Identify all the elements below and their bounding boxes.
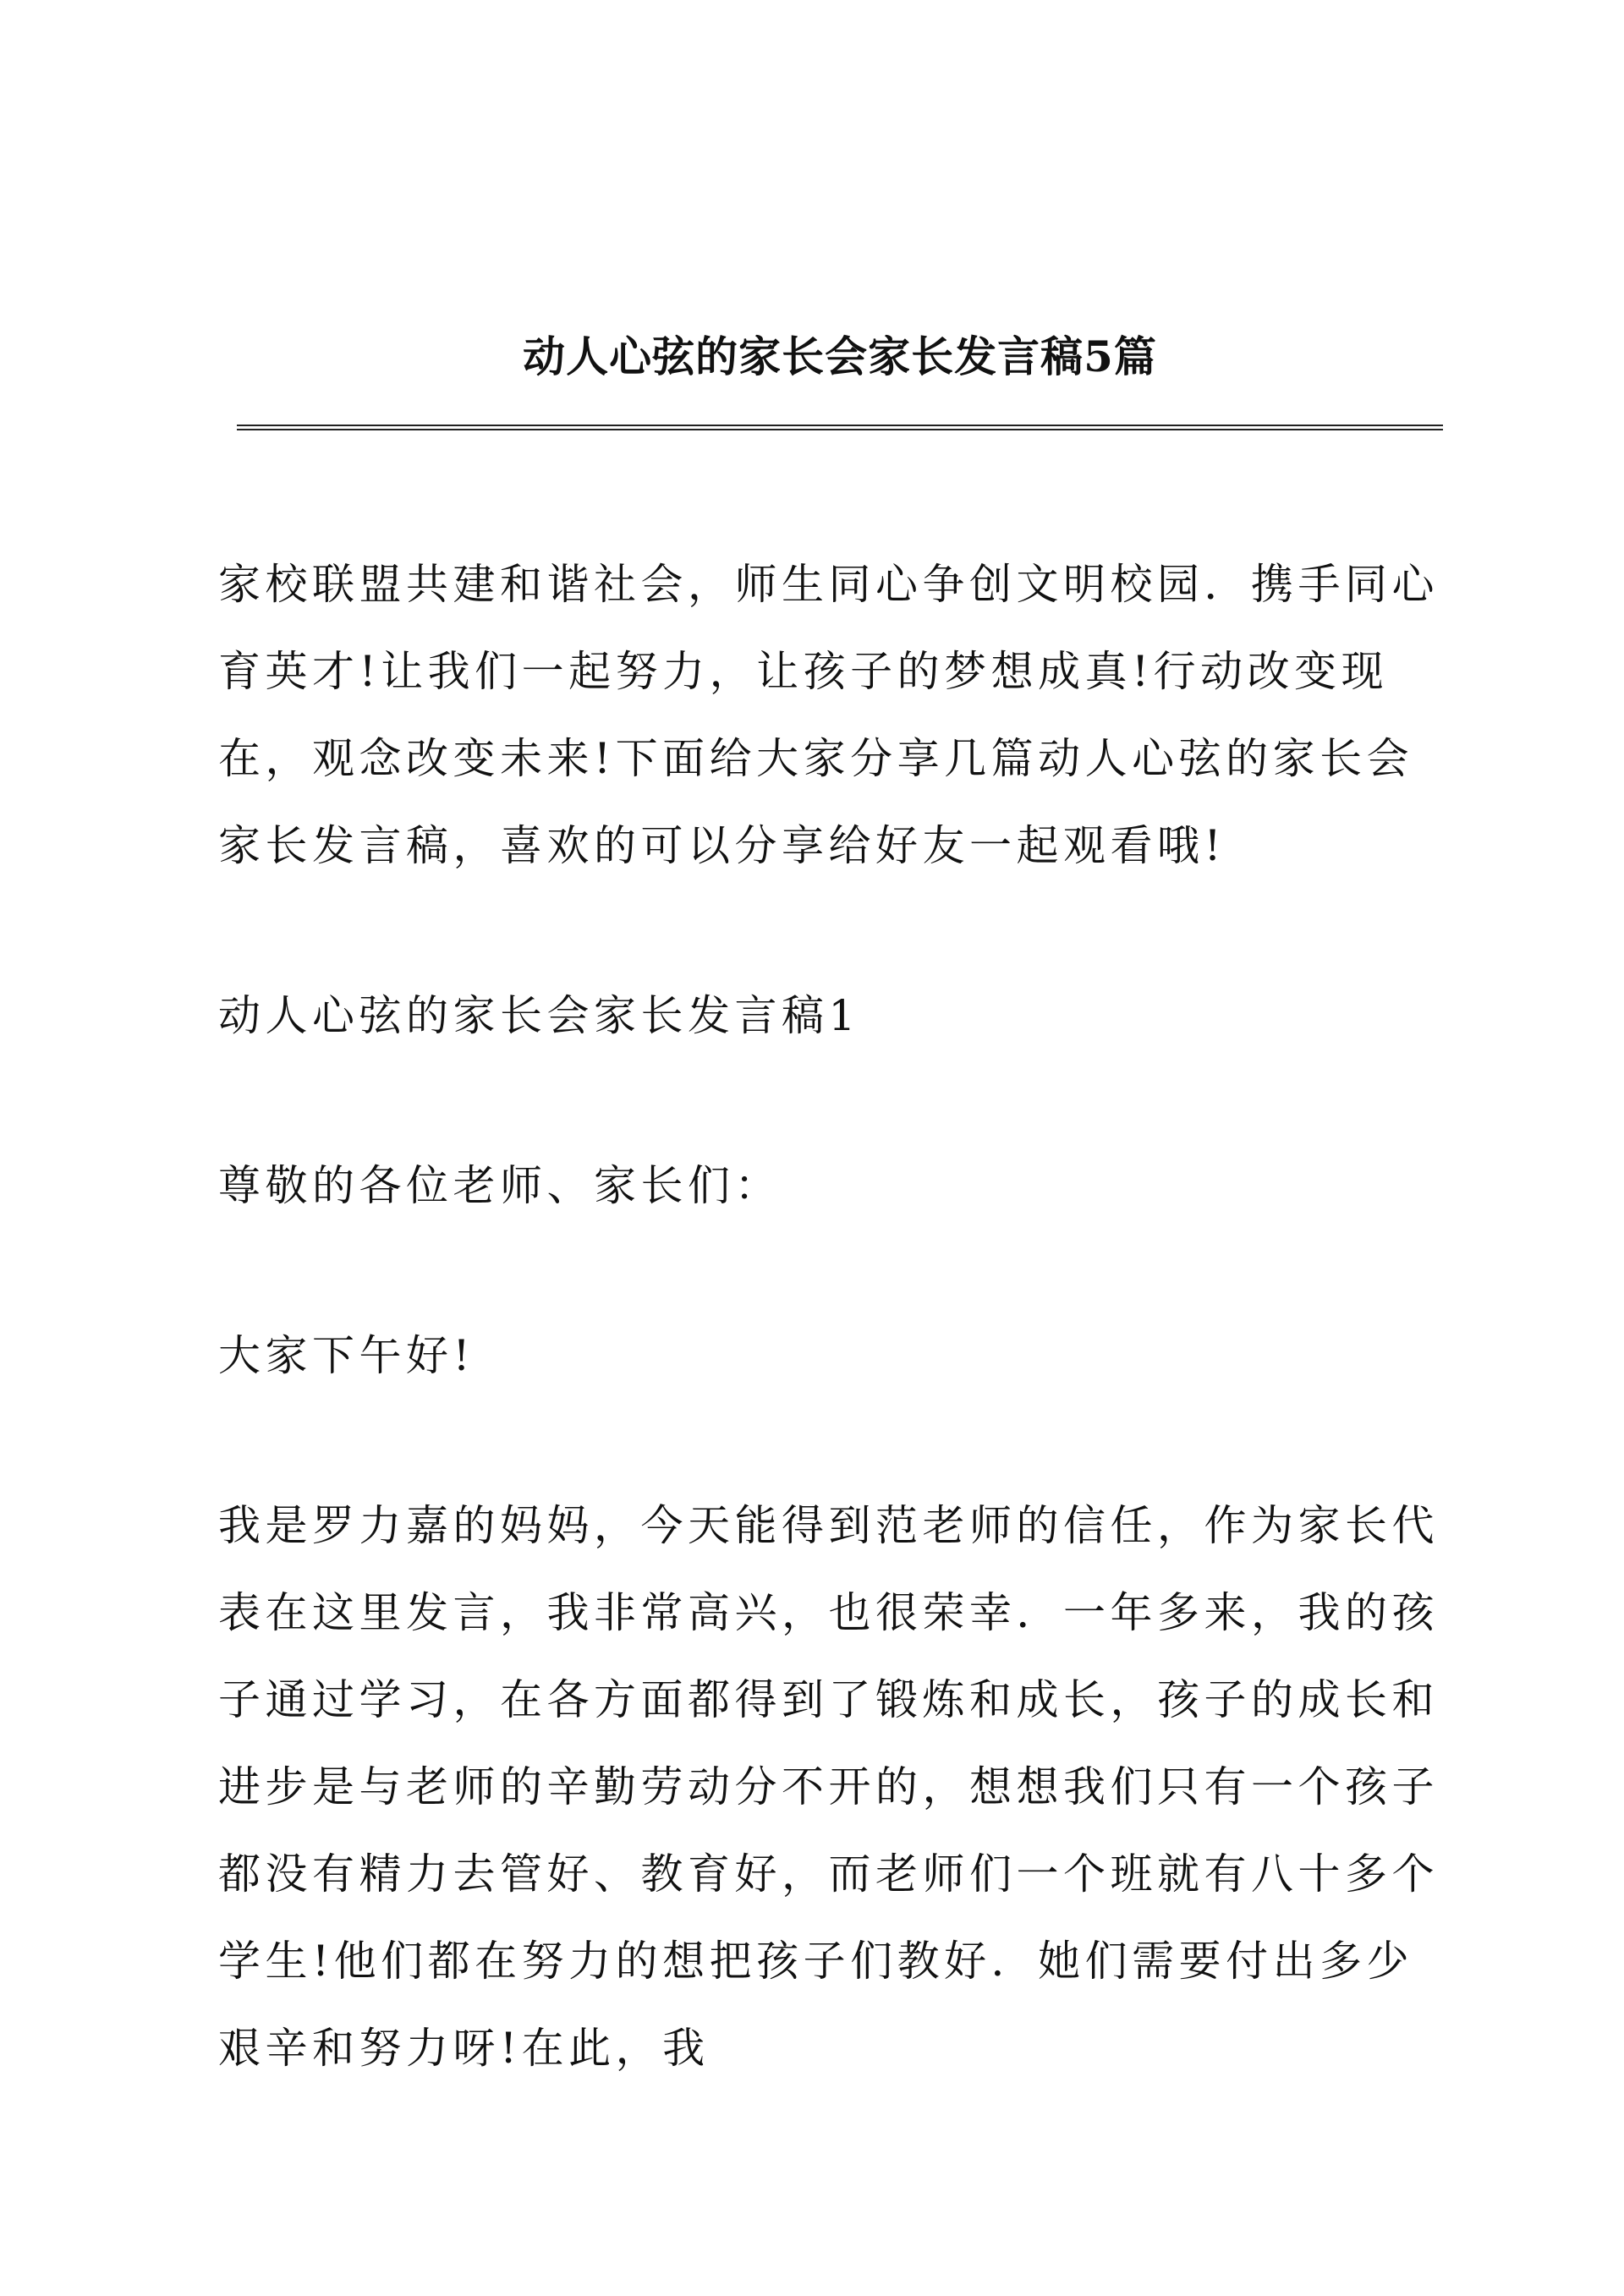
section-heading: 动人心弦的家长会家长发言稿1 <box>218 991 860 1040</box>
intro-paragraph: 家校联盟共建和谐社会，师生同心争创文明校园．携手同心育英才!让我们一起努力，让孩子的梦想成真!行动改变现在，观念改变未来!下面给大家分享几篇动人心弦的家长会家长发言稿，喜欢的可以分享给好友一起观看哦! <box>218 560 1439 870</box>
title-double-rule <box>237 425 1443 430</box>
salutation: 尊敬的各位老师、家长们： <box>218 1161 782 1210</box>
document-body <box>218 541 1445 2092</box>
greeting: 大家下午好! <box>218 1331 475 1380</box>
body-paragraph: 我是罗力嘉的妈妈，今天能得到范老师的信任，作为家长代表在这里发言，我非常高兴，也很荣幸．一年多来，我的孩子通过学习，在各方面都得到了锻炼和成长，孩子的成长和进步是与老师的辛勤劳动分不开的，想想我们只有一个孩子都没有精力去管好、教育好，而老师们一个班就有八十多个学生!他们都在努力的想把孩子们教好．她们需要付出多少艰辛和努力呀!在此，我 <box>218 1501 1439 2073</box>
document-title: 动人心弦的家长会家长发言稿5篇 <box>523 332 1157 381</box>
